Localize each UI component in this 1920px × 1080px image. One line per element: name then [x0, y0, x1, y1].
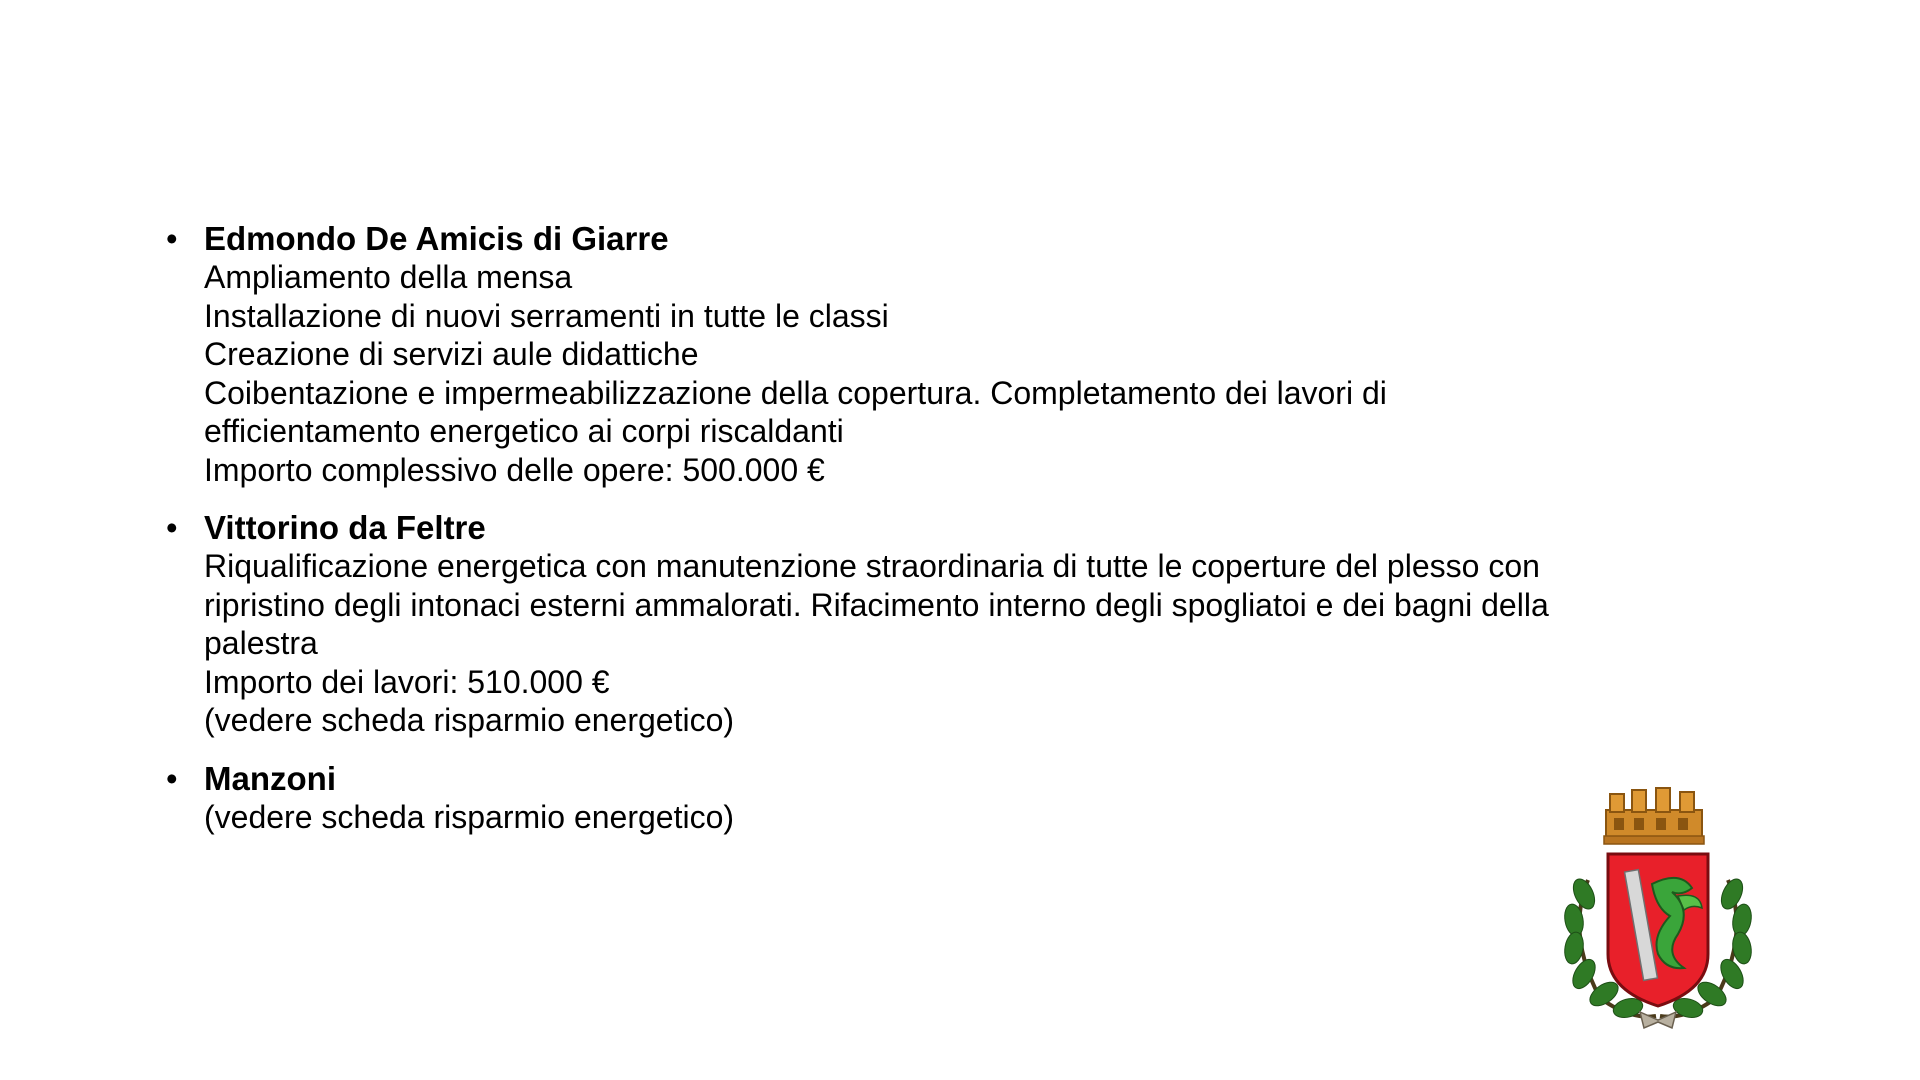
section-title: Edmondo De Amicis di Giarre: [204, 220, 669, 257]
municipal-coat-of-arms-icon: [1560, 784, 1756, 1030]
ribbon-icon: [1640, 1012, 1676, 1028]
crown-icon: [1604, 788, 1704, 844]
section-amount: Importo complessivo delle opere: 500.000 €: [204, 451, 825, 488]
bullet-item-de-amicis: [166, 220, 1806, 489]
bullet-item-vittorino: [166, 509, 1806, 740]
bullet-dot: •: [166, 759, 178, 797]
section-title: Vittorino da Feltre: [204, 509, 486, 546]
section-line: Installazione di nuovi serramenti in tutte le classi: [204, 297, 889, 334]
section-line: Ampliamento della mensa: [204, 259, 573, 295]
shield-icon: [1608, 854, 1708, 1006]
bullet-dot: •: [166, 220, 178, 257]
section-line: ripristino degli intonaci esterni ammalorati. Rifacimento interno degli spogliatoi e dei bagni della: [204, 586, 1549, 623]
section-note: (vedere scheda risparmio energetico): [204, 798, 735, 835]
section-line: palestra: [204, 625, 318, 661]
bullet-dot: •: [166, 509, 178, 546]
section-line: Riqualificazione energetica con manutenzione straordinaria di tutte le coperture del plesso con: [204, 548, 1540, 584]
section-line: efficientamento energetico ai corpi riscaldanti: [204, 413, 844, 449]
section-line: Coibentazione e impermeabilizzazione della copertura. Completamento dei lavori di: [204, 374, 1387, 411]
section-amount: Importo dei lavori: 510.000 €: [204, 663, 610, 700]
section-title: Manzoni: [204, 759, 336, 797]
bullet-list: [166, 220, 1806, 856]
section-note: (vedere scheda risparmio energetico): [204, 702, 735, 738]
section-line: Creazione di servizi aule didattiche: [204, 336, 699, 372]
